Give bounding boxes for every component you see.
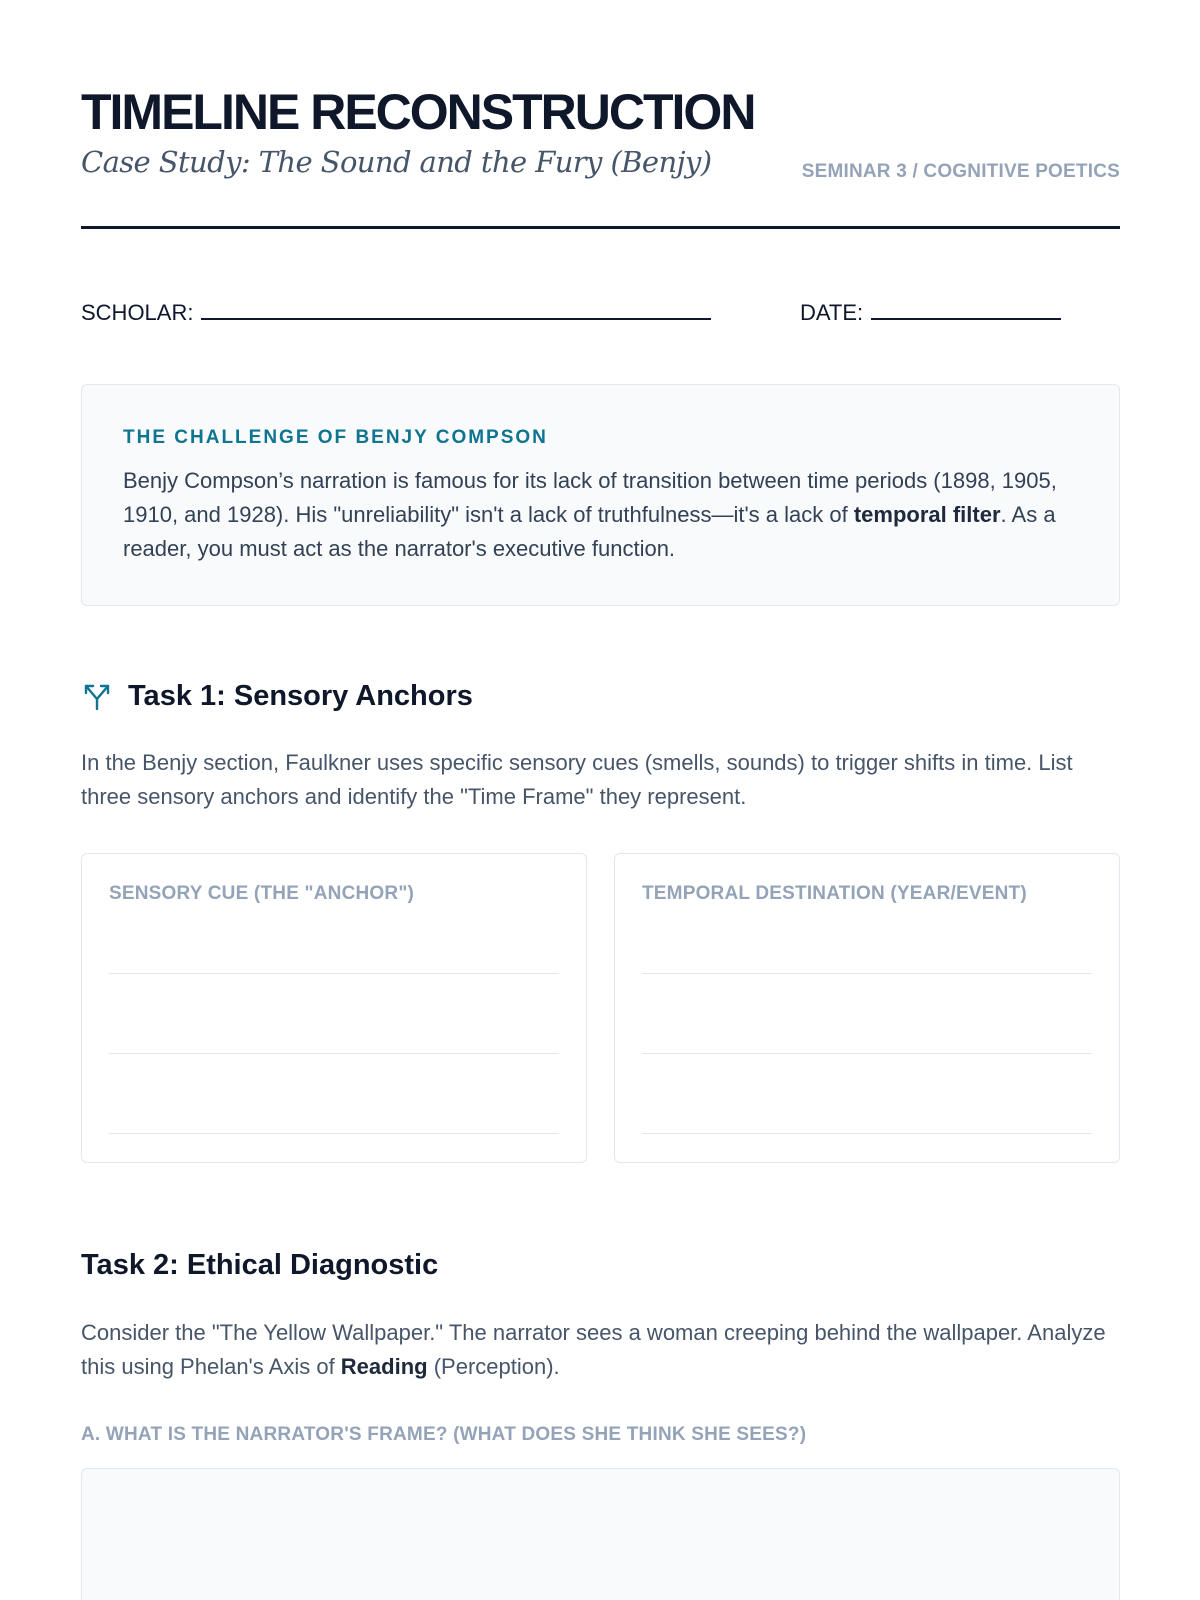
task-1-title: Task 1: Sensory Anchors — [128, 680, 473, 712]
answer-line[interactable] — [642, 1053, 1092, 1054]
challenge-callout — [81, 384, 1120, 606]
sensory-cue-header: SENSORY CUE (THE "ANCHOR") — [109, 883, 415, 904]
seminar-label: SEMINAR 3 / COGNITIVE POETICS — [801, 161, 1120, 182]
date-field[interactable] — [800, 297, 1061, 329]
callout-emphasis: temporal filter — [853, 502, 1001, 527]
question-a-answer-box[interactable] — [81, 1468, 1120, 1600]
callout-heading: THE CHALLENGE OF BENJY COMPSON — [123, 427, 548, 448]
task-2-heading — [81, 1247, 438, 1283]
name-date-row — [81, 297, 1120, 329]
callout-text-part-1: Benjy Compson’s narration is famous for its lack of transition between time periods (1898, 1905, 1910, and 1928). His "unreliability" isn't a lack of truthfulness—it's a lack of — [123, 468, 1057, 527]
task-2-description — [81, 1316, 1120, 1384]
callout-text-part-2: . As a reader, you must act as the narrator's executive function. — [123, 502, 1056, 561]
task-2-emphasis: Reading — [340, 1354, 428, 1379]
case-study-subtitle: Case Study: The Sound and the Fury (Benjy) — [81, 145, 712, 179]
answer-line[interactable] — [109, 973, 559, 974]
date-blank-line[interactable] — [871, 298, 1061, 320]
answer-line[interactable] — [642, 1133, 1092, 1134]
callout-text — [123, 464, 1079, 566]
scholar-blank-line[interactable] — [201, 298, 711, 320]
worksheet-title: TIMELINE RECONSTRUCTION — [81, 84, 755, 140]
answer-line[interactable] — [109, 1053, 559, 1054]
temporal-destination-header: TEMPORAL DESTINATION (YEAR/EVENT) — [642, 883, 1027, 904]
task-2-text-part-2: (Perception). — [427, 1354, 560, 1379]
task-1-description: In the Benjy section, Faulkner uses specific sensory cues (smells, sounds) to trigger shifts in time. List three sensory anchors and identify the "Time Frame" they represent. — [81, 750, 1073, 809]
date-label: DATE: — [800, 300, 864, 325]
header-divider — [81, 226, 1120, 229]
scholar-label: SCHOLAR: — [81, 300, 194, 325]
temporal-destination-column — [614, 853, 1120, 1163]
sensory-cue-column — [81, 853, 587, 1163]
task-1-heading — [81, 678, 473, 714]
task-2-title: Task 2: Ethical Diagnostic — [81, 1249, 439, 1281]
answer-line[interactable] — [642, 973, 1092, 974]
scholar-field[interactable] — [81, 297, 711, 329]
task-2-text-part-1: Consider the "The Yellow Wallpaper." The narrator sees a woman creeping behind the wallpaper. Analyze this using Phelan's Axis of — [81, 1320, 1106, 1379]
branch-split-icon — [81, 680, 113, 712]
question-a-label: A. WHAT IS THE NARRATOR'S FRAME? (WHAT DOES SHE THINK SHE SEES?) — [81, 1424, 807, 1445]
answer-line[interactable] — [109, 1133, 559, 1134]
